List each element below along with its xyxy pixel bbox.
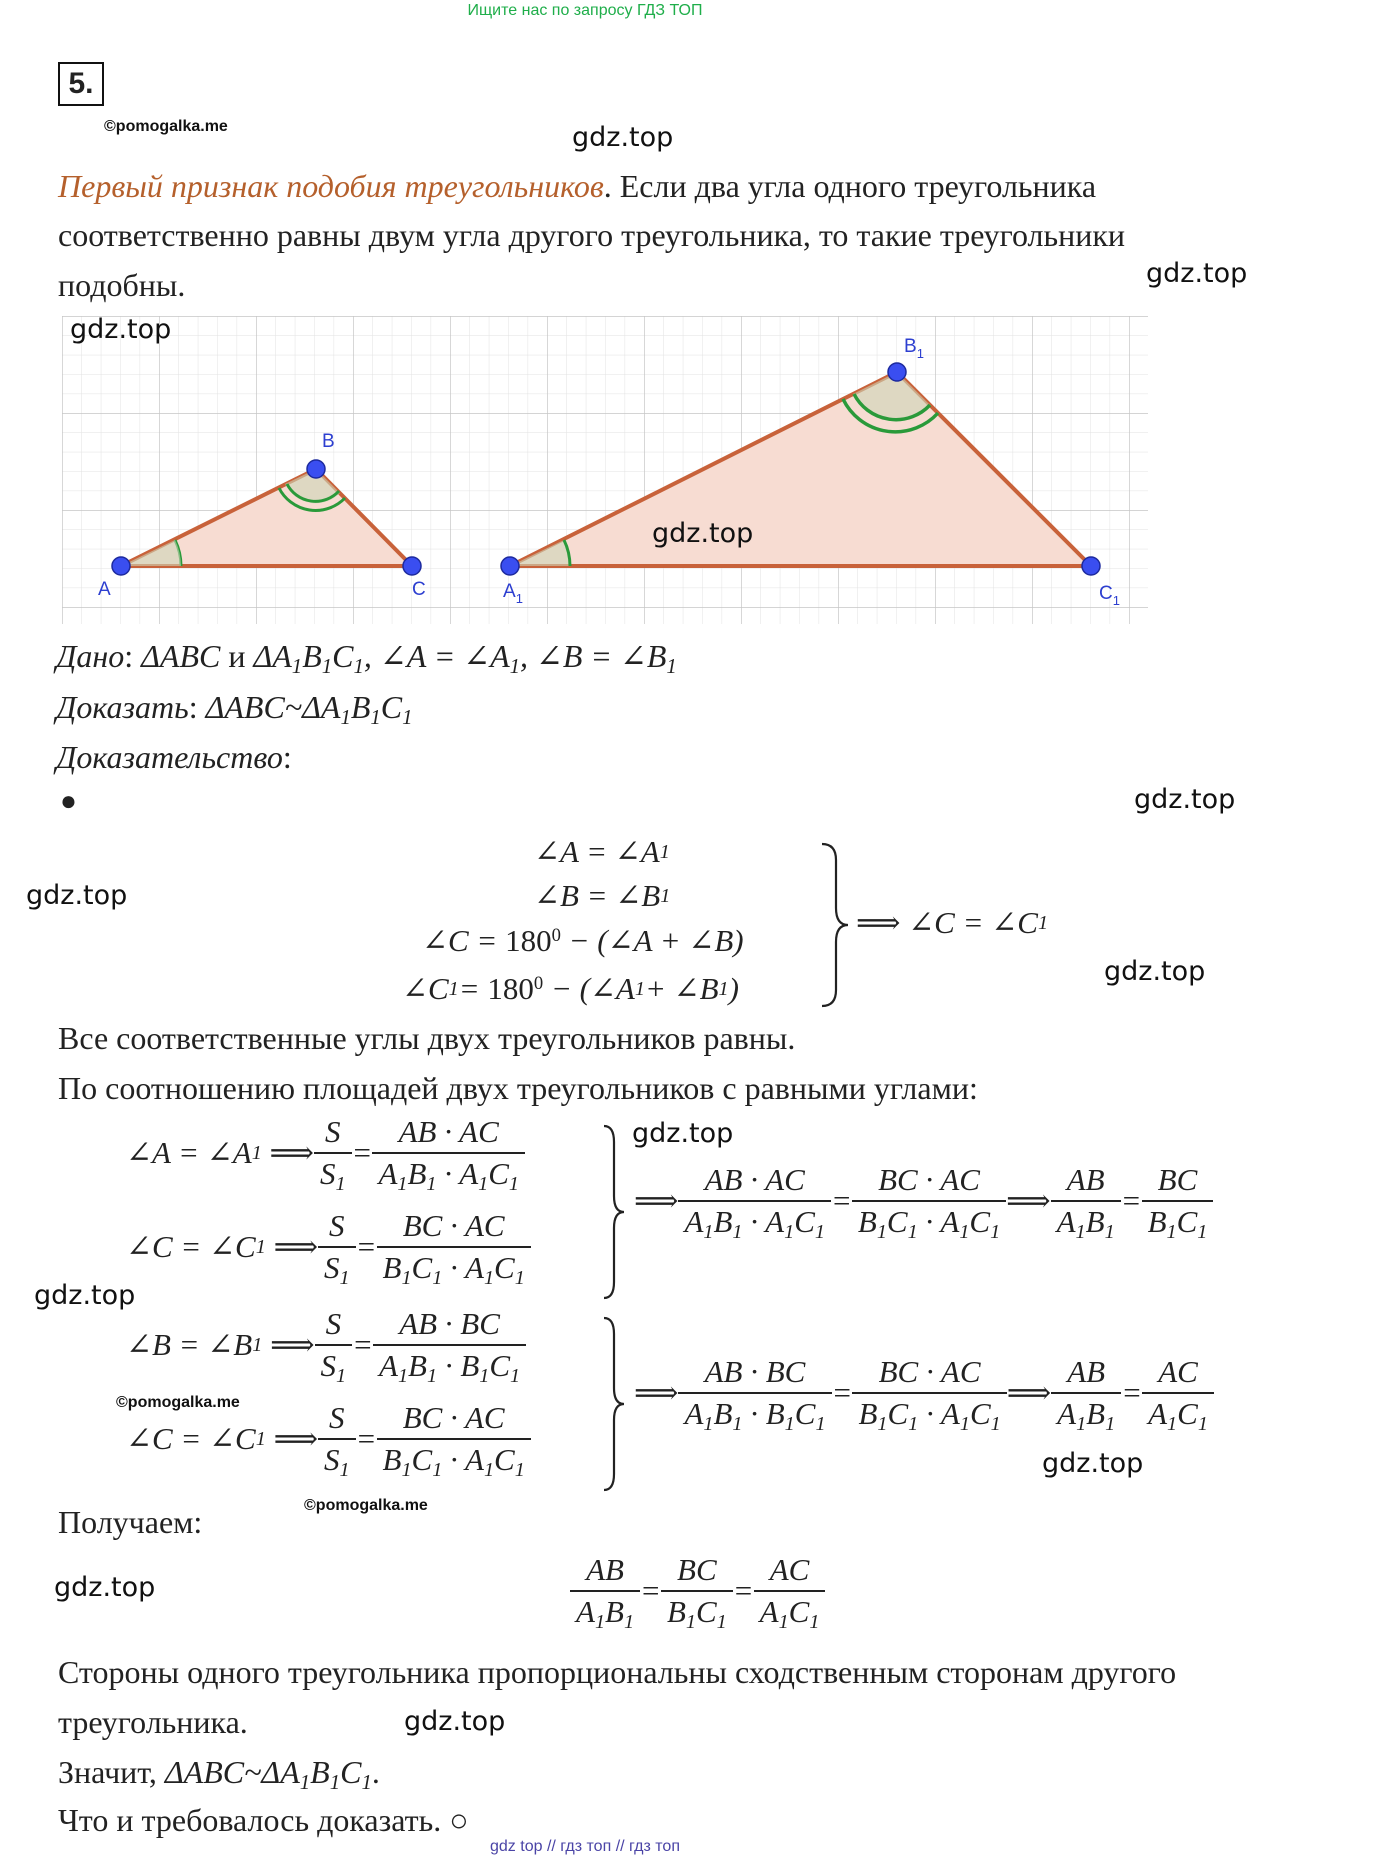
copyright-mark: ©pomogalka.me: [116, 1394, 240, 1411]
watermark: gdz.top: [1042, 1448, 1144, 1479]
given-line: Дано: ΔABC и $\Delta A_1B_1C_1$, ∠A = $\angle A_1$, ∠B = $\angle B_1$: [56, 638, 677, 679]
footer-separator: //: [615, 1838, 625, 1855]
watermark: gdz.top: [404, 1706, 506, 1737]
we-get: Получаем:: [58, 1504, 203, 1540]
theorem-name: Первый признак подобия треугольников: [58, 168, 604, 204]
watermark: gdz.top: [34, 1280, 136, 1311]
final-proportion: $\frac{AB}{A_1B_1}$ = $\frac{BC}{B_1C_1}$ = $\frac{AC}{A_1C_1}$: [570, 1552, 825, 1630]
footer-link-3[interactable]: гдз топ: [629, 1838, 680, 1855]
watermark: gdz.top: [54, 1572, 156, 1603]
intro-line-1: [58, 166, 1096, 206]
point-b: [307, 460, 325, 478]
point-c1: [1082, 557, 1100, 575]
eq-angle-c1: ∠C 1 = $180^0$ − (∠A 1 + ∠B 1 ): [402, 971, 739, 1006]
intro-line-2: соответственно равны двум угла другого треугольника, то такие треугольники: [58, 217, 1126, 253]
prove-line: Доказать: $\Delta ABC\sim\Delta A_1B_1C_1$: [56, 689, 413, 730]
point-b1: [888, 363, 906, 381]
eq-angle-c: ∠C = $180^0$ − (∠A + ∠B): [422, 923, 744, 958]
bullet: ●: [60, 786, 77, 817]
ratio-conclusion-1: ⟹ $\frac{AB \cdot AC}{A_1B_1 \cdot A_1C_1}$ = $\frac{BC \cdot AC}{B_1C_1 \cdot A_1C_1}$ ⟹ $\frac{AB}{A_1B_1}$ = $\frac{BC}{B_1C_1}$: [634, 1162, 1213, 1240]
sides-proportional-1: Стороны одного треугольника пропорциональны сходственным сторонам другого: [58, 1654, 1177, 1690]
point-a1: [501, 557, 519, 575]
eq-angle-b: ∠B = ∠B 1: [534, 878, 671, 913]
watermark: gdz.top: [572, 122, 674, 153]
footer-links: [0, 1838, 1170, 1856]
intro-line-1-rest: . Если два угла одного треугольника: [603, 168, 1097, 204]
footer-link-2[interactable]: гдз топ: [560, 1838, 612, 1855]
area-ratio-intro: По соотношению площадей двух треугольников с равными углами:: [58, 1070, 978, 1106]
sides-proportional-2: треугольника.: [58, 1704, 248, 1740]
ratio-eq-2: ∠C = ∠C 1 ⟹ $\frac{S}{S_1}$ = $\frac{BC \cdot AC}{B_1C_1 \cdot A_1C_1}$: [126, 1208, 531, 1286]
proof-label: Доказательство:: [56, 739, 292, 775]
watermark: gdz.top: [1104, 956, 1206, 987]
label-b1: $B_1$: [904, 336, 924, 361]
label-a1: $A_1$: [503, 581, 523, 606]
label-a: A: [98, 579, 111, 600]
qed-line: Что и требовалось доказать. ○: [58, 1802, 469, 1838]
label-b: B: [322, 431, 335, 452]
watermark: gdz.top: [632, 1118, 734, 1149]
watermark: gdz.top: [70, 314, 172, 345]
ratio-eq-1: ∠A = ∠A 1 ⟹ $\frac{S}{S_1}$ = $\frac{AB \cdot AC}{A_1B_1 \cdot A_1C_1}$: [126, 1114, 525, 1192]
ratio-conclusion-2: ⟹ $\frac{AB \cdot BC}{A_1B_1 \cdot B_1C_1}$ = $\frac{BC \cdot AC}{B_1C_1 \cdot A_1C_1}$ ⟹ $\frac{AB}{A_1B_1}$ = $\frac{AC}{A_1C_1}$: [634, 1354, 1214, 1432]
right-brace-2: [602, 1124, 626, 1300]
triangles-figure: [58, 312, 1158, 630]
right-brace-1: [820, 842, 850, 1008]
header-note: Ищите нас по запросу ГДЗ ТОП: [467, 2, 703, 19]
eq-angle-a: ∠A = ∠A 1: [534, 834, 670, 869]
copyright-mark: ©pomogalka.me: [304, 1497, 428, 1514]
watermark: gdz.top: [1146, 258, 1248, 289]
ratio-eq-3: ∠B = ∠B 1 ⟹ $\frac{S}{S_1}$ = $\frac{AB \cdot BC}{A_1B_1 \cdot B_1C_1}$: [126, 1306, 526, 1384]
task-number: 5.: [58, 62, 104, 106]
label-c: C: [412, 579, 426, 600]
point-a: [112, 557, 130, 575]
footer-separator: //: [546, 1838, 556, 1855]
watermark: gdz.top: [652, 518, 754, 549]
therefore-line: Значит, $\Delta ABC\sim\Delta A_1B_1C_1$.: [58, 1754, 380, 1795]
watermark: gdz.top: [1134, 784, 1236, 815]
right-brace-3: [602, 1316, 626, 1492]
ratio-eq-4: ∠C = ∠C 1 ⟹ $\frac{S}{S_1}$ = $\frac{BC \cdot AC}{B_1C_1 \cdot A_1C_1}$: [126, 1400, 531, 1478]
all-angles-equal: Все соответственные углы двух треугольников равны.: [58, 1020, 796, 1056]
intro-line-3: подобны.: [58, 267, 186, 303]
point-c: [403, 557, 421, 575]
footer-link-1[interactable]: gdz top: [490, 1838, 543, 1855]
label-c1: $C_1$: [1099, 583, 1120, 608]
watermark: gdz.top: [26, 880, 128, 911]
eq-conclusion-c: ⟹ ∠C = ∠C 1: [856, 905, 1049, 940]
copyright-mark: ©pomogalka.me: [104, 118, 228, 135]
